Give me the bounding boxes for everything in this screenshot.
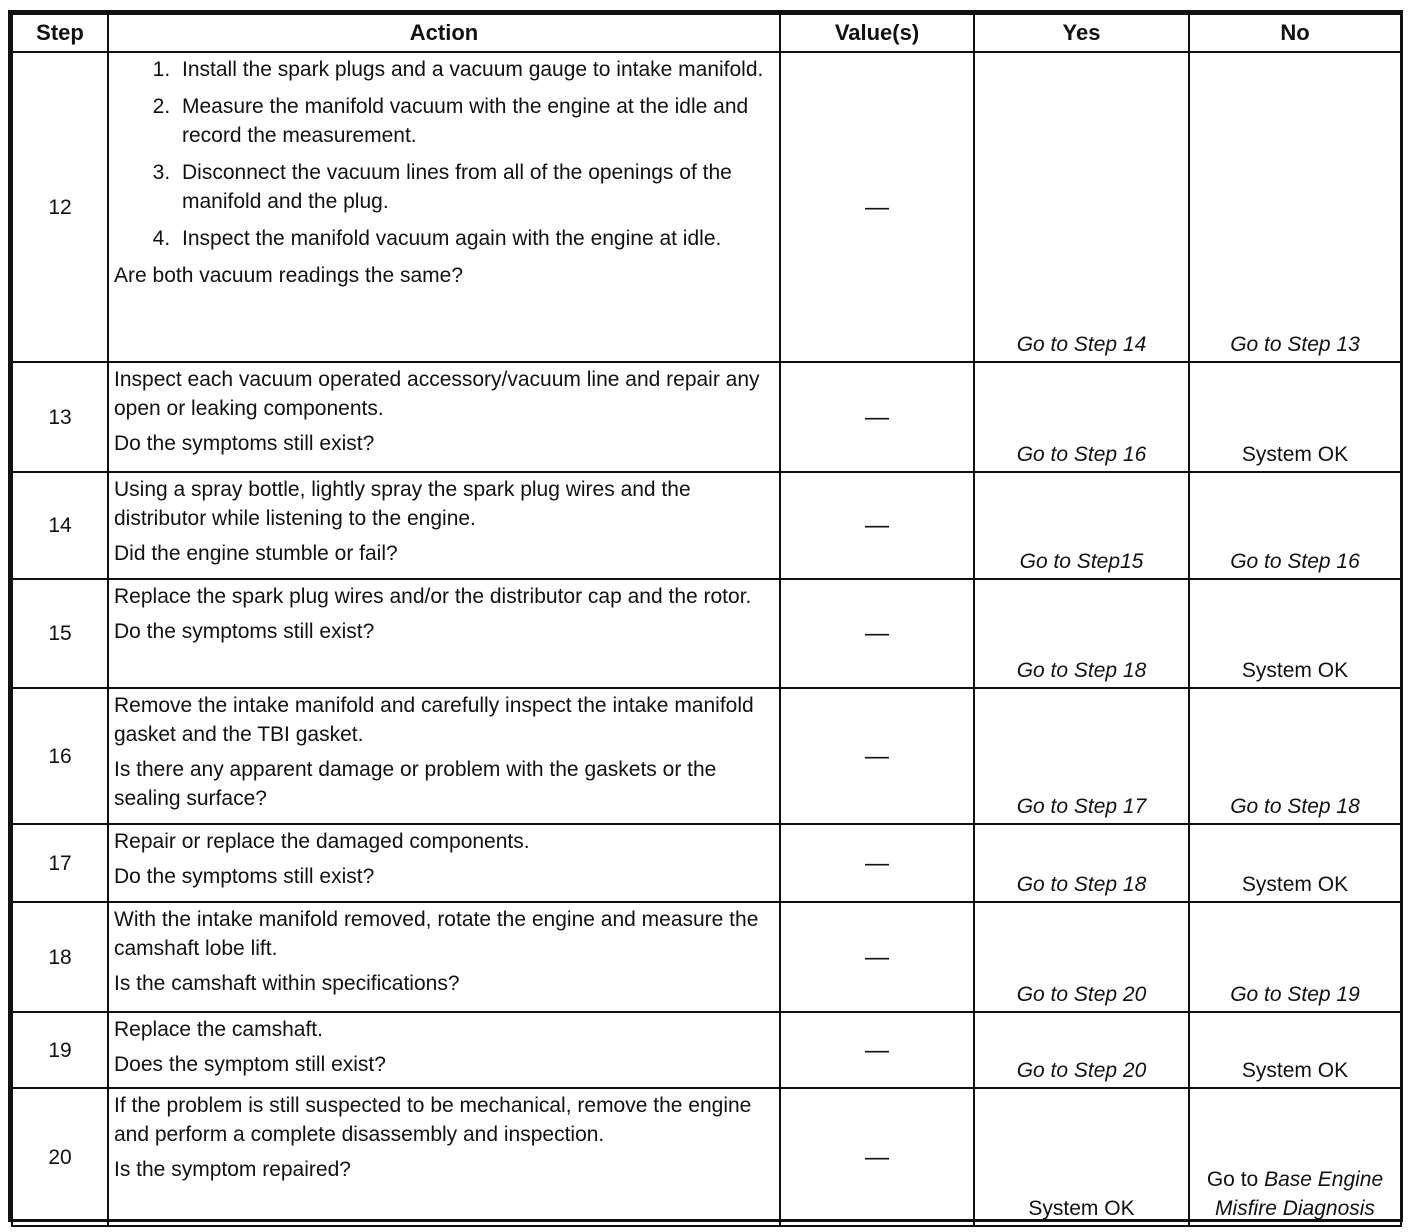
step-number: 16 xyxy=(12,688,108,824)
yes-cell: Go to Step 20 xyxy=(974,1012,1189,1088)
yes-cell: Go to Step 18 xyxy=(974,579,1189,688)
action-cell xyxy=(108,579,780,688)
step-number: 15 xyxy=(12,579,108,688)
value-cell: — xyxy=(780,472,974,579)
action-question: Is the symptom repaired? xyxy=(114,1158,351,1181)
action-list-item: 2. Measure the manifold vacuum with the engine at the idle and record the measurement. xyxy=(176,92,773,150)
action-cell xyxy=(108,52,780,362)
yes-cell: System OK xyxy=(974,1088,1189,1226)
value-cell: — xyxy=(780,1088,974,1226)
action-text: Replace the camshaft. xyxy=(114,1018,323,1041)
action-cell xyxy=(108,1012,780,1088)
action-question: Does the symptom still exist? xyxy=(114,1053,386,1076)
action-text: Remove the intake manifold and carefully inspect the intake manifold gasket and the TBI gasket. xyxy=(114,694,754,746)
action-text: Repair or replace the damaged components. xyxy=(114,830,530,853)
header-step: Step xyxy=(12,14,108,52)
value-cell: — xyxy=(780,688,974,824)
no-cell: System OK xyxy=(1189,1012,1401,1088)
header-row xyxy=(12,14,1401,52)
table-row-step-17 xyxy=(12,824,1401,902)
table-row-step-20 xyxy=(12,1088,1401,1226)
value-cell: — xyxy=(780,1012,974,1088)
value-cell: — xyxy=(780,902,974,1012)
action-question: Is the camshaft within specifications? xyxy=(114,972,460,995)
action-question: Are both vacuum readings the same? xyxy=(114,264,464,287)
step-number: 14 xyxy=(12,472,108,579)
table-row-step-14 xyxy=(12,472,1401,579)
action-cell xyxy=(108,472,780,579)
step-number: 13 xyxy=(12,362,108,472)
step-number: 12 xyxy=(12,52,108,362)
no-cell-prefix: Go to xyxy=(1206,1168,1259,1191)
no-cell xyxy=(1189,1088,1401,1226)
header-values: Value(s) xyxy=(780,14,974,52)
no-cell: Go to Step 16 xyxy=(1189,472,1401,579)
table-row-step-19 xyxy=(12,1012,1401,1088)
header-no: No xyxy=(1189,14,1401,52)
value-cell: — xyxy=(780,362,974,472)
no-cell: Go to Step 13 xyxy=(1189,52,1401,362)
value-cell: — xyxy=(780,52,974,362)
no-cell: System OK xyxy=(1189,579,1401,688)
yes-cell: Go to Step 16 xyxy=(974,362,1189,472)
action-text: Inspect each vacuum operated accessory/vacuum line and repair any open or leaking components. xyxy=(114,368,760,420)
action-text: Replace the spark plug wires and/or the distributor cap and the rotor. xyxy=(114,585,752,608)
value-cell: — xyxy=(780,579,974,688)
value-cell: — xyxy=(780,824,974,902)
yes-cell: Go to Step 14 xyxy=(974,52,1189,362)
diagnostic-table xyxy=(11,13,1402,1227)
step-number: 19 xyxy=(12,1012,108,1088)
no-cell-reference: Base Engine Misfire Diagnosis xyxy=(1215,1168,1384,1220)
action-cell xyxy=(108,902,780,1012)
no-cell: Go to Step 18 xyxy=(1189,688,1401,824)
action-list-item: 3. Disconnect the vacuum lines from all of the openings of the manifold and the plug. xyxy=(176,158,773,216)
table-row-step-16 xyxy=(12,688,1401,824)
action-question: Did the engine stumble or fail? xyxy=(114,542,398,565)
action-question: Do the symptoms still exist? xyxy=(114,432,375,455)
action-cell xyxy=(108,824,780,902)
table-row-step-13 xyxy=(12,362,1401,472)
header-action: Action xyxy=(108,14,780,52)
action-text: With the intake manifold removed, rotate the engine and measure the camshaft lobe lift. xyxy=(114,908,759,960)
action-cell xyxy=(108,362,780,472)
action-list xyxy=(114,55,773,253)
step-number: 17 xyxy=(12,824,108,902)
no-cell: System OK xyxy=(1189,824,1401,902)
yes-cell: Go to Step 20 xyxy=(974,902,1189,1012)
step-number: 20 xyxy=(12,1088,108,1226)
action-text: Using a spray bottle, lightly spray the spark plug wires and the distributor while listening to the engine. xyxy=(114,478,691,530)
action-cell xyxy=(108,1088,780,1226)
step-number: 18 xyxy=(12,902,108,1012)
action-list-item: 1. Install the spark plugs and a vacuum gauge to intake manifold. xyxy=(176,55,773,84)
diagnostic-table-sheet xyxy=(8,10,1403,1222)
action-question: Is there any apparent damage or problem with the gaskets or the sealing surface? xyxy=(114,758,717,810)
no-cell: Go to Step 19 xyxy=(1189,902,1401,1012)
action-cell xyxy=(108,688,780,824)
action-question: Do the symptoms still exist? xyxy=(114,865,375,888)
action-text: If the problem is still suspected to be mechanical, remove the engine and perform a complete disassembly and inspection. xyxy=(114,1094,752,1146)
action-list-item: 4. Inspect the manifold vacuum again with the engine at idle. xyxy=(176,224,773,253)
table-row-step-15 xyxy=(12,579,1401,688)
yes-cell: Go to Step 18 xyxy=(974,824,1189,902)
table-row-step-18 xyxy=(12,902,1401,1012)
no-cell: System OK xyxy=(1189,362,1401,472)
action-question: Do the symptoms still exist? xyxy=(114,620,375,643)
yes-cell: Go to Step15 xyxy=(974,472,1189,579)
header-yes: Yes xyxy=(974,14,1189,52)
yes-cell: Go to Step 17 xyxy=(974,688,1189,824)
table-row-step-12 xyxy=(12,52,1401,362)
